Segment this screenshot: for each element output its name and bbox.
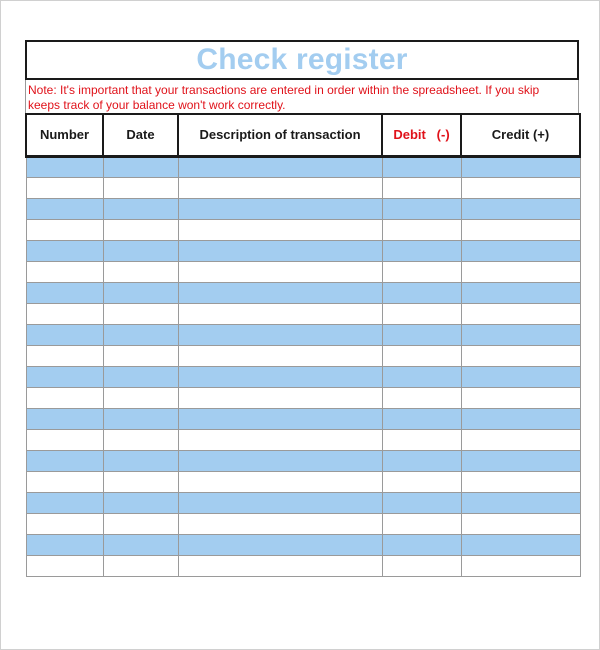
cell-credit[interactable]: [461, 198, 580, 219]
cell-description[interactable]: [178, 366, 382, 387]
table-row: [26, 177, 580, 198]
cell-date[interactable]: [103, 240, 178, 261]
register-table: [25, 113, 581, 577]
cell-credit[interactable]: [461, 513, 580, 534]
cell-description[interactable]: [178, 156, 382, 177]
note-line-2: keeps track of your balance won't work correctly.: [28, 98, 286, 112]
cell-number[interactable]: [26, 177, 103, 198]
cell-debit[interactable]: [382, 513, 461, 534]
cell-debit[interactable]: [382, 303, 461, 324]
cell-date[interactable]: [103, 408, 178, 429]
cell-credit[interactable]: [461, 261, 580, 282]
title-box: [25, 40, 579, 80]
cell-number[interactable]: [26, 219, 103, 240]
cell-date[interactable]: [103, 492, 178, 513]
cell-debit[interactable]: [382, 156, 461, 177]
cell-date[interactable]: [103, 387, 178, 408]
column-header-number: Number: [26, 114, 103, 156]
cell-description[interactable]: [178, 387, 382, 408]
cell-number[interactable]: [26, 492, 103, 513]
cell-description[interactable]: [178, 345, 382, 366]
column-header-description: Description of transaction: [178, 114, 382, 156]
table-row: [26, 534, 580, 555]
cell-number[interactable]: [26, 387, 103, 408]
cell-number[interactable]: [26, 513, 103, 534]
table-row: [26, 240, 580, 261]
cell-credit[interactable]: [461, 387, 580, 408]
cell-number[interactable]: [26, 429, 103, 450]
cell-description[interactable]: [178, 219, 382, 240]
cell-date[interactable]: [103, 534, 178, 555]
note-line-1: Note: It's important that your transactions are entered in order within the spreadsheet. If you skip: [28, 83, 540, 97]
cell-number[interactable]: [26, 555, 103, 576]
table-row: [26, 261, 580, 282]
table-row: [26, 471, 580, 492]
cell-credit[interactable]: [461, 219, 580, 240]
cell-number[interactable]: [26, 198, 103, 219]
cell-debit[interactable]: [382, 471, 461, 492]
table-row: [26, 324, 580, 345]
cell-debit[interactable]: [382, 366, 461, 387]
table-row: [26, 366, 580, 387]
cell-credit[interactable]: [461, 282, 580, 303]
cell-description[interactable]: [178, 261, 382, 282]
table-row: [26, 345, 580, 366]
cell-credit[interactable]: [461, 156, 580, 177]
table-row: [26, 429, 580, 450]
cell-number[interactable]: [26, 366, 103, 387]
cell-number[interactable]: [26, 240, 103, 261]
cell-credit[interactable]: [461, 177, 580, 198]
cell-date[interactable]: [103, 324, 178, 345]
cell-debit[interactable]: [382, 240, 461, 261]
cell-date[interactable]: [103, 198, 178, 219]
cell-credit[interactable]: [461, 471, 580, 492]
cell-credit[interactable]: [461, 408, 580, 429]
table-row: [26, 156, 580, 177]
page-title: Check register: [196, 43, 408, 76]
cell-credit[interactable]: [461, 345, 580, 366]
cell-debit[interactable]: [382, 345, 461, 366]
cell-debit[interactable]: [382, 261, 461, 282]
table-row: [26, 408, 580, 429]
cell-description[interactable]: [178, 471, 382, 492]
cell-date[interactable]: [103, 303, 178, 324]
column-header-credit: Credit (+): [461, 114, 580, 156]
cell-date[interactable]: [103, 450, 178, 471]
cell-debit[interactable]: [382, 534, 461, 555]
cell-number[interactable]: [26, 471, 103, 492]
cell-number[interactable]: [26, 156, 103, 177]
cell-debit[interactable]: [382, 450, 461, 471]
cell-date[interactable]: [103, 345, 178, 366]
table-row: [26, 219, 580, 240]
table-row: [26, 513, 580, 534]
table-row: [26, 387, 580, 408]
cell-credit[interactable]: [461, 240, 580, 261]
cell-description[interactable]: [178, 177, 382, 198]
cell-debit[interactable]: [382, 198, 461, 219]
column-header-debit: Debit (-): [382, 114, 461, 156]
cell-debit[interactable]: [382, 282, 461, 303]
table-row: [26, 555, 580, 576]
table-row: [26, 492, 580, 513]
cell-description[interactable]: [178, 282, 382, 303]
cell-description[interactable]: [178, 534, 382, 555]
cell-number[interactable]: [26, 408, 103, 429]
cell-description[interactable]: [178, 324, 382, 345]
cell-number[interactable]: [26, 345, 103, 366]
cell-credit[interactable]: [461, 450, 580, 471]
cell-description[interactable]: [178, 198, 382, 219]
cell-number[interactable]: [26, 261, 103, 282]
note-box: [25, 80, 579, 113]
cell-date[interactable]: [103, 219, 178, 240]
cell-date[interactable]: [103, 261, 178, 282]
cell-number[interactable]: [26, 303, 103, 324]
cell-date[interactable]: [103, 366, 178, 387]
cell-description[interactable]: [178, 492, 382, 513]
register-body: [26, 156, 580, 576]
cell-debit[interactable]: [382, 555, 461, 576]
cell-credit[interactable]: [461, 534, 580, 555]
cell-debit[interactable]: [382, 387, 461, 408]
cell-description[interactable]: [178, 408, 382, 429]
header-row: [26, 114, 580, 156]
cell-number[interactable]: [26, 282, 103, 303]
table-row: [26, 282, 580, 303]
cell-debit[interactable]: [382, 492, 461, 513]
cell-credit[interactable]: [461, 366, 580, 387]
cell-date[interactable]: [103, 282, 178, 303]
cell-date[interactable]: [103, 156, 178, 177]
cell-description[interactable]: [178, 240, 382, 261]
table-row: [26, 198, 580, 219]
table-row: [26, 303, 580, 324]
check-register: [25, 40, 579, 577]
cell-debit[interactable]: [382, 177, 461, 198]
cell-description[interactable]: [178, 450, 382, 471]
cell-date[interactable]: [103, 471, 178, 492]
cell-debit[interactable]: [382, 429, 461, 450]
cell-credit[interactable]: [461, 429, 580, 450]
cell-description[interactable]: [178, 429, 382, 450]
cell-credit[interactable]: [461, 555, 580, 576]
cell-description[interactable]: [178, 513, 382, 534]
cell-number[interactable]: [26, 534, 103, 555]
cell-number[interactable]: [26, 450, 103, 471]
cell-description[interactable]: [178, 555, 382, 576]
cell-credit[interactable]: [461, 492, 580, 513]
cell-number[interactable]: [26, 324, 103, 345]
cell-debit[interactable]: [382, 219, 461, 240]
cell-debit[interactable]: [382, 408, 461, 429]
cell-date[interactable]: [103, 555, 178, 576]
cell-debit[interactable]: [382, 324, 461, 345]
cell-description[interactable]: [178, 303, 382, 324]
cell-credit[interactable]: [461, 324, 580, 345]
cell-date[interactable]: [103, 429, 178, 450]
cell-date[interactable]: [103, 177, 178, 198]
cell-date[interactable]: [103, 513, 178, 534]
column-header-date: Date: [103, 114, 178, 156]
cell-credit[interactable]: [461, 303, 580, 324]
table-row: [26, 450, 580, 471]
